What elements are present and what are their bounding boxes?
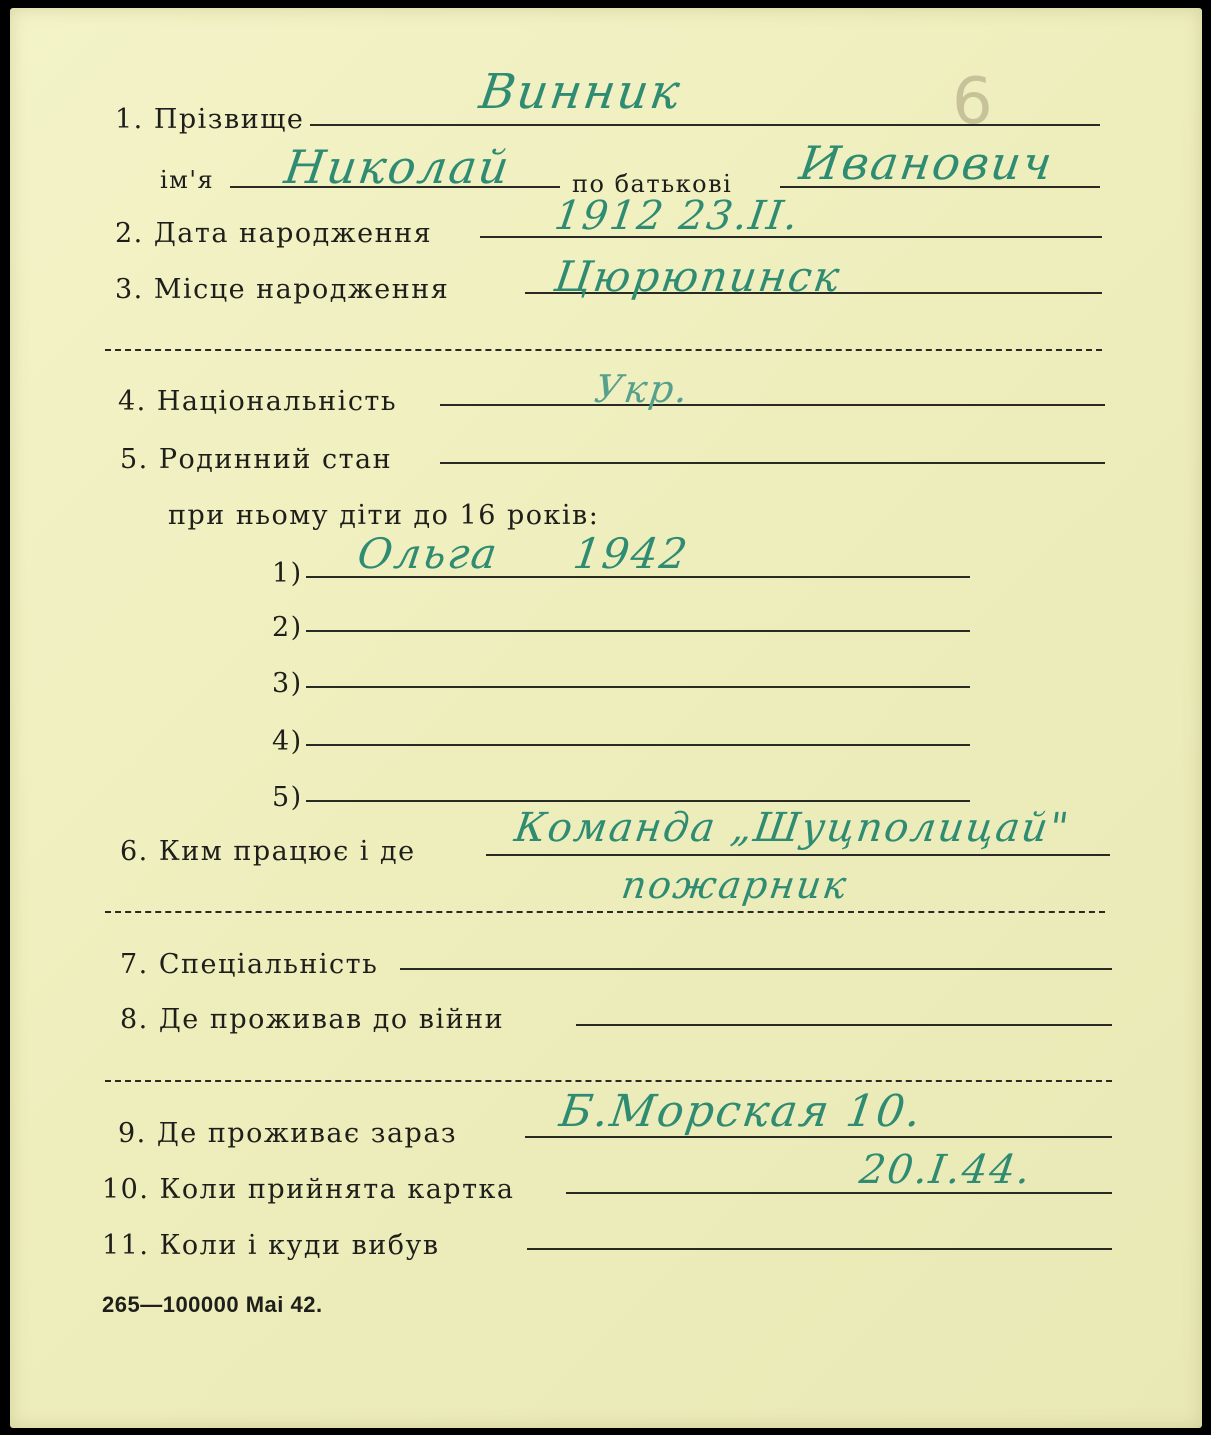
specialty-line — [400, 968, 1112, 970]
child-4-label: 4) — [272, 726, 303, 757]
surname-label: 1. Прізвище — [115, 104, 305, 135]
nationality-value: Укр. — [591, 367, 693, 411]
pob-label: 3. Місце народження — [115, 274, 450, 305]
work-line — [486, 854, 1110, 856]
pencil-archive-number: 6 — [952, 65, 993, 139]
name-label: ім'я — [160, 166, 215, 194]
work-value-line2: пожарник — [618, 863, 851, 907]
pob-value: Цюрюпинск — [551, 252, 845, 301]
child-2-label: 2) — [272, 612, 303, 643]
child-5-line — [306, 800, 970, 802]
specialty-label: 7. Спеціальність — [120, 949, 379, 980]
work-extra-line — [105, 911, 1105, 913]
current-address-value: Б.Морская 10. — [556, 1086, 926, 1137]
surname-line — [310, 124, 1100, 126]
child-2-line — [306, 630, 970, 632]
nationality-line — [440, 404, 1105, 406]
child-3-label: 3) — [272, 668, 303, 699]
family-label: 5. Родинний стан — [120, 444, 393, 475]
registration-card — [10, 8, 1202, 1428]
child-1-label: 1) — [272, 558, 303, 589]
pob-extra-line — [105, 349, 1102, 351]
child-1-value: Ольга 1942 — [354, 529, 693, 578]
print-code: 265—100000 Mai 42. — [102, 1292, 323, 1317]
accepted-date-value: 20.I.44. — [856, 1147, 1035, 1193]
departed-label: 11. Коли і куди вибув — [102, 1230, 440, 1261]
nationality-label: 4. Національність — [118, 386, 398, 417]
dob-value: 1912 23.II. — [551, 193, 803, 239]
accepted-label: 10. Коли прийнята картка — [102, 1174, 515, 1205]
name-value: Николай — [281, 140, 515, 194]
prewar-line — [576, 1024, 1112, 1026]
children-label: при ньому діти до 16 років: — [168, 500, 600, 531]
work-value-line1: Команда „Шуцполицай" — [511, 805, 1074, 851]
prewar-extra-line — [105, 1080, 1112, 1082]
accepted-line — [566, 1192, 1112, 1194]
patronymic-value: Иванович — [796, 136, 1058, 190]
current-label: 9. Де проживає зараз — [118, 1118, 458, 1149]
child-5-label: 5) — [272, 782, 303, 813]
work-label: 6. Ким працює і де — [120, 836, 416, 867]
family-line — [440, 462, 1105, 464]
surname-value: Винник — [476, 64, 685, 120]
child-4-line — [306, 744, 970, 746]
prewar-label: 8. Де проживав до війни — [120, 1004, 505, 1035]
dob-label: 2. Дата народження — [115, 218, 433, 249]
patronymic-label: по батькові — [572, 170, 733, 198]
departed-line — [527, 1248, 1112, 1250]
child-3-line — [306, 686, 970, 688]
